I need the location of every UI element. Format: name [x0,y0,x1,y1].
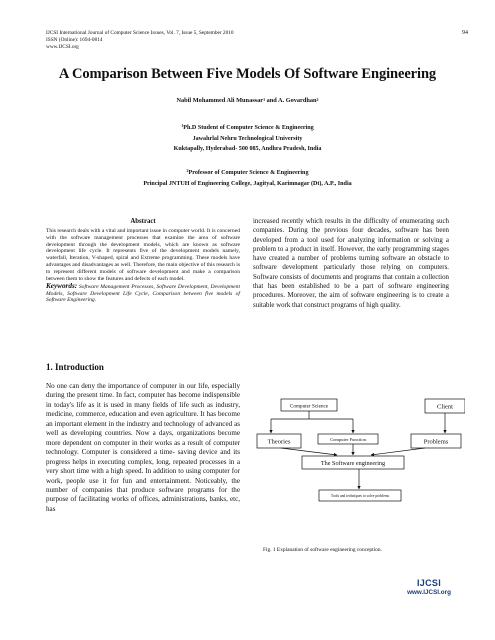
author-2: and A. Govardhan [265,97,317,104]
abstract-heading: Abstract [130,218,156,225]
affiliation-1 [0,123,495,155]
journal-website: www.IJCSI.org [46,44,79,50]
right-column-text: increased recently which results in the difficulty of enumerating such companies. During the previous four decades, software has been developed from a tool used for analyzing information or solving a problem to a product in itself. However, the early programming stages have created a number of problems turning software an obstacle to software development particularly those relying on computers. Software consists of documents and programs that contain a collection that has been established to be a part of software engineering procedures. Moreover, the aim of software engineering is to create a suitable work that construct programs of high quality. [253,218,449,309]
author-1-sup: 1 [263,97,266,102]
abstract-text: This research deals with a vital and important issue in computer world. It is concerned with the software management processes that examine the area of software development through the development models, which are known as software development life cycle. It represents five of the development models namely, waterfall, Iteration, V-shaped, spiral and Extreme programming. These models have advantages and disadvantages as well. Therefore, the main objective of this research is to represent different models of software development and make a comparison between them to show the features and defects of each model. [46,228,240,282]
arrow-problems-to-se [371,448,425,455]
author-1: Nabil Mohammed Ali Munassar [176,97,264,104]
software-engineering-diagram [253,392,465,532]
journal-header [46,30,234,51]
affiliation-1-line-3: Kuktapally, Hyderabad- 500 085, Andhra Pradesh, India [173,146,322,152]
affiliation-2-line-1: Professor of Computer Science & Engineering [188,170,309,176]
abstract-body [46,228,240,304]
page-number: 94 [462,30,468,36]
problems-label: Problems [423,438,449,446]
logo-website: www.IJCSI.org [407,589,451,596]
introduction-heading: 1. Introduction [46,362,104,372]
affiliation-2-sup: 2 [186,168,189,173]
author-line [0,97,495,104]
client-label: Client [437,403,453,411]
introduction-text: No one can deny the importance of computer in our life, especially during the present time. In fact, computer has become indispensible in today's life as it is used in many fields of life such as industry, medicine, commerce, education and even agriculture. It has become an important element in the industry and technology of advanced as well as developing countries. Now a days, organizations become more dependent on computer in their works as a result of computer technology. Computer is considered a time- saving device and its progress helps in executing complex, long, repeated processes in a very short time with a high speed. In addition to using computer for work, people use it for fun and entertainment. Noticeably, the number of companies that produce software programs for the purpose of facilitating works of offices, administrations, banks, etc, has [46,382,240,513]
journal-title: IJCSI International Journal of Computer Science Issues, Vol. 7, Issue 5, September 2010 [46,30,234,36]
affiliation-2-line-2: Principal JNTUH of Engineering College, Jagityal, Karimnagar (Dt), A.P., India [143,180,352,187]
keywords [46,283,240,304]
logo-mark: IJCSI [416,578,441,588]
paper-title: A Comparison Between Five Models Of Software Engineering [58,66,437,82]
affiliation-1-sup: 1 [181,123,184,128]
journal-issn: ISSN (Online): 1694-0814 [46,37,103,43]
theories-label: Theories [267,438,291,446]
keywords-label: Keywords: [46,281,78,290]
author-2-sup: 2 [316,97,319,102]
software-engineering-label: The Software engineering [320,459,386,467]
ijcsi-logo [404,578,454,596]
computer-function-label: Computer Function [330,437,366,442]
tools-label: Tools and techniques to solve problems [330,494,390,499]
affiliation-1-line-1: Ph.D Student of Computer Science & Engineering [183,125,314,131]
computer-science-label: Computer Science [289,403,329,410]
keywords-text: Software Management Processes, Software Development, Development Models, Software Development Life Cycle, Comparison between five models of Software Engineering. [46,283,240,304]
affiliation-1-line-2: Jawahrlal Nehru Technological University [192,135,303,142]
arrow-theories-to-se [281,448,337,455]
affiliation-2 [0,168,495,189]
figure-caption: Fig. 1 Explanation of software engineering conception. [263,547,382,553]
